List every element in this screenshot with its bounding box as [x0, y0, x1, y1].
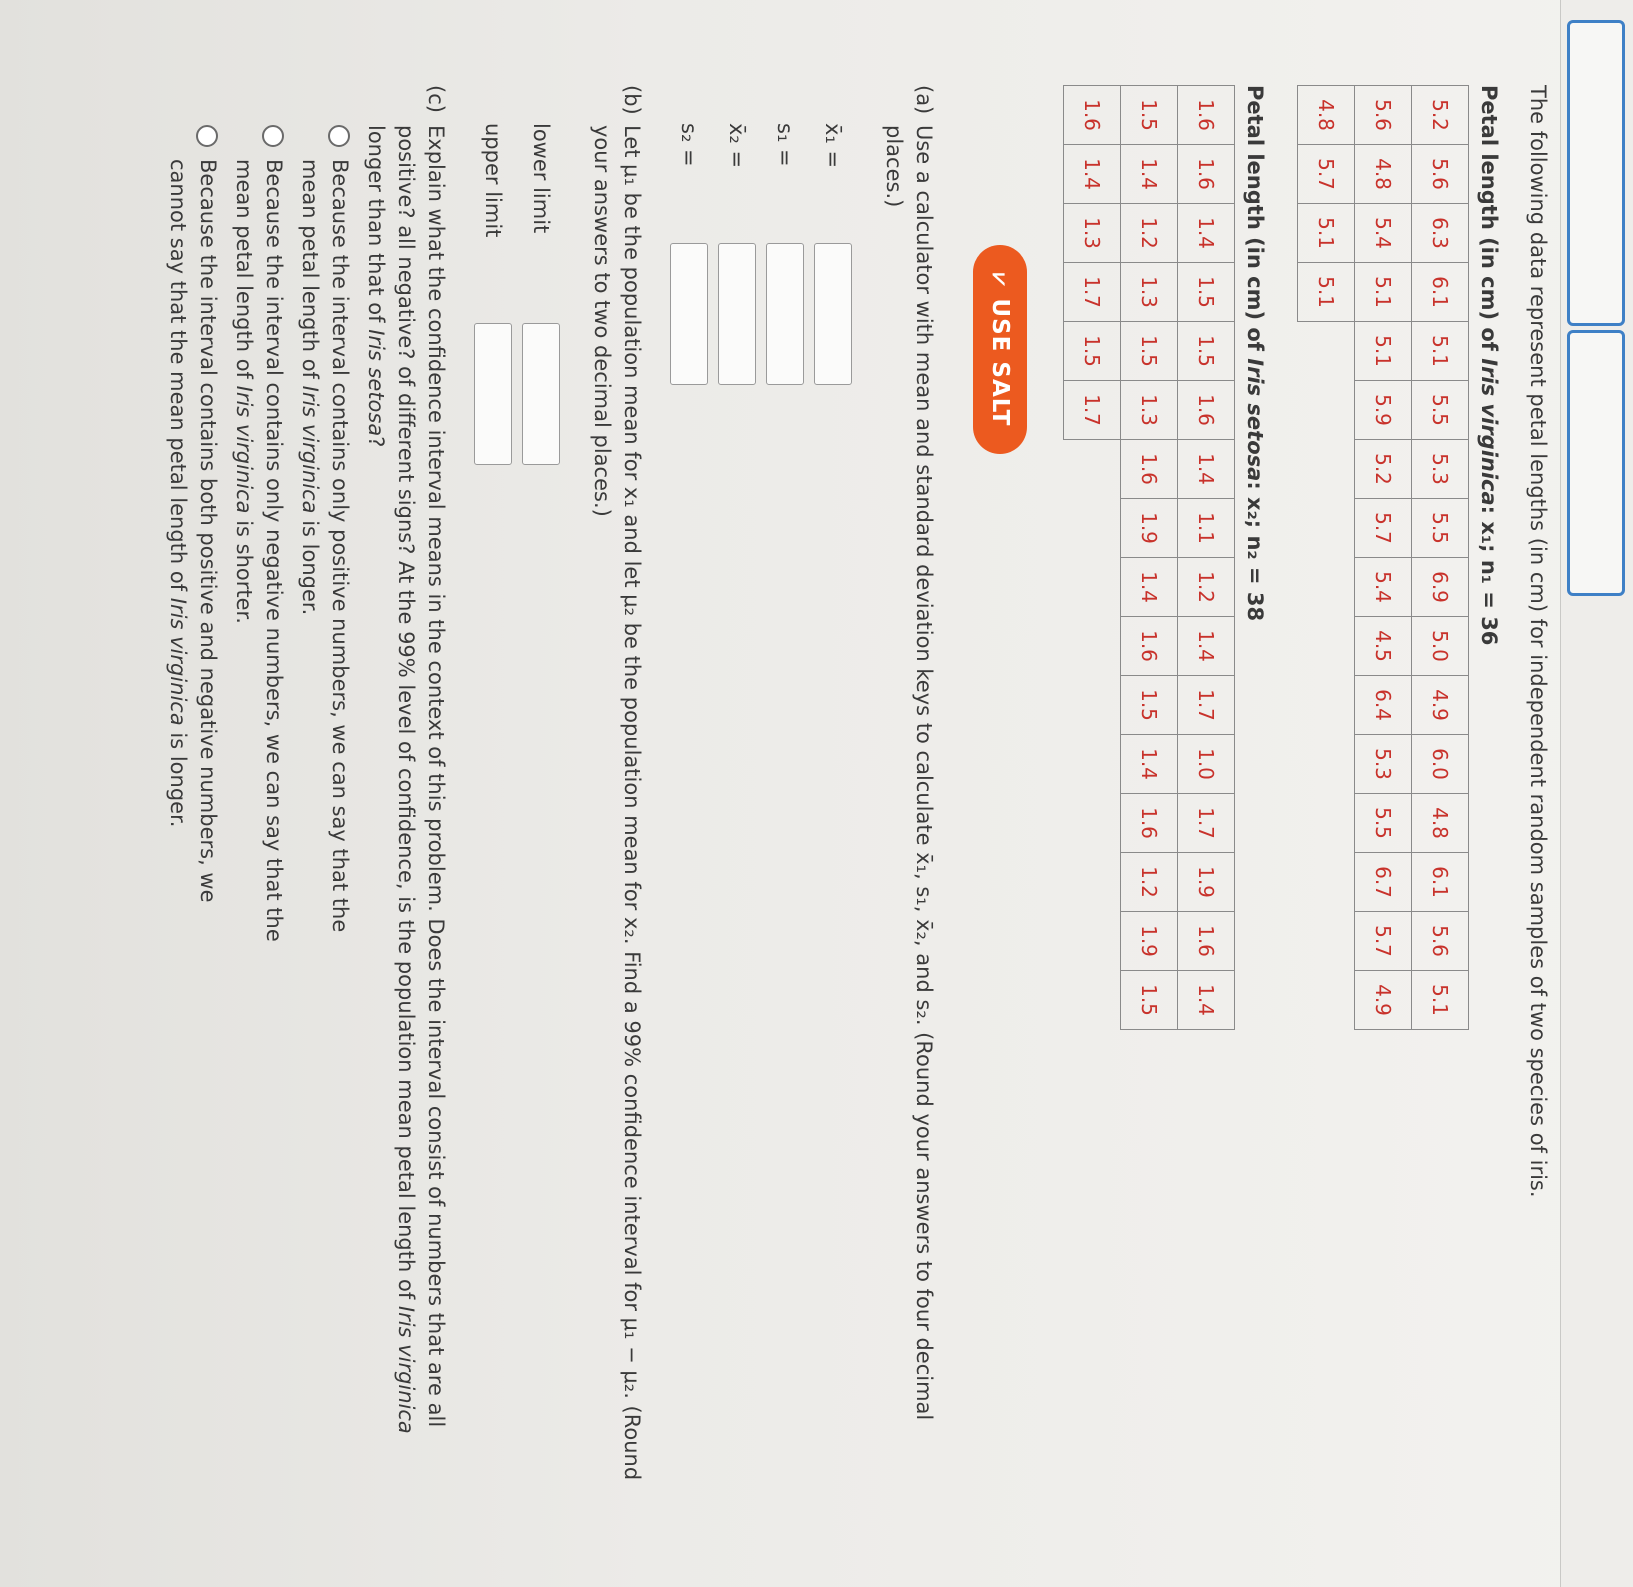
setosa-cell: 1.5: [1121, 676, 1178, 735]
setosa-cell: 1.7: [1178, 676, 1235, 735]
setosa-cell: 1.4: [1121, 735, 1178, 794]
setosa-cell: 1.7: [1178, 794, 1235, 853]
setosa-cell: 1.7: [1064, 263, 1121, 322]
virginica-row: [1412, 86, 1469, 1030]
setosa-cell: 1.4: [1121, 558, 1178, 617]
xbar1-input[interactable]: [814, 243, 852, 385]
option-positive-pre: Because the interval contains only positive numbers, we can say that the mean petal length of: [298, 159, 352, 933]
virginica-cell: 5.6: [1355, 86, 1412, 145]
part-c: [163, 85, 451, 1505]
virginica-cell: 5.0: [1412, 617, 1469, 676]
virginica-cell: 5.5: [1355, 794, 1412, 853]
setosa-title-prefix: Petal length (in cm) of: [1243, 85, 1267, 359]
virginica-table-title: [1477, 85, 1501, 1505]
virginica-cell: 4.8: [1355, 145, 1412, 204]
s2-label: s₂ =: [677, 123, 701, 167]
option-positive-text: [295, 159, 355, 979]
setosa-cell: 1.6: [1121, 794, 1178, 853]
option-negative-species: Iris virginica: [232, 385, 256, 514]
radio-circle-icon[interactable]: [328, 125, 350, 147]
virginica-cell: 5.1: [1298, 263, 1355, 322]
virginica-cell: 4.5: [1355, 617, 1412, 676]
part-c-species-1: Iris virginica: [394, 1305, 418, 1434]
problem-content: [141, 85, 1553, 1505]
highlighted-tab-2[interactable]: [1567, 330, 1625, 596]
virginica-cell: 5.7: [1355, 912, 1412, 971]
option-positive-post: is longer.: [298, 513, 322, 616]
virginica-cell: 5.7: [1298, 145, 1355, 204]
setosa-cell: 1.9: [1121, 912, 1178, 971]
virginica-cell: 5.1: [1412, 322, 1469, 381]
upper-limit-input[interactable]: [474, 323, 512, 465]
setosa-cell: 1.2: [1178, 558, 1235, 617]
setosa-cell: 1.5: [1121, 971, 1178, 1030]
setosa-row: [1178, 86, 1235, 1030]
setosa-cell: 1.6: [1178, 86, 1235, 145]
setosa-cell: 1.3: [1121, 263, 1178, 322]
highlighted-tab[interactable]: [1567, 20, 1625, 326]
part-c-species-2: Iris setosa: [364, 329, 388, 437]
option-positive-species: Iris virginica: [298, 385, 322, 514]
option-mixed-species: Iris virginica: [166, 597, 190, 726]
virginica-cell: 5.1: [1355, 322, 1412, 381]
virginica-cell: 5.7: [1355, 499, 1412, 558]
virginica-cell: 4.9: [1355, 971, 1412, 1030]
option-mixed-text: [163, 159, 223, 979]
setosa-cell: 1.4: [1178, 440, 1235, 499]
option-negative[interactable]: [229, 125, 289, 1505]
setosa-cell: 1.4: [1121, 145, 1178, 204]
setosa-cell: 1.5: [1178, 322, 1235, 381]
setosa-cell: 1.0: [1178, 735, 1235, 794]
problem-intro: The following data represent petal lengths (in cm) for independent random samples of two species of iris.: [1526, 85, 1550, 1198]
xbar2-input[interactable]: [718, 243, 756, 385]
lower-limit-label: lower limit: [529, 123, 553, 234]
part-c-text-3: ?: [364, 436, 388, 448]
setosa-cell: 1.4: [1178, 204, 1235, 263]
setosa-cell: 1.9: [1178, 853, 1235, 912]
s1-input[interactable]: [766, 243, 804, 385]
virginica-cell: 5.1: [1412, 971, 1469, 1030]
virginica-species: Iris virginica: [1477, 358, 1501, 506]
setosa-cell: 1.5: [1121, 322, 1178, 381]
virginica-cell: 6.4: [1355, 676, 1412, 735]
salt-icon: ⩗: [987, 273, 1013, 287]
setosa-cell: 1.2: [1121, 853, 1178, 912]
part-a: [879, 85, 939, 1505]
virginica-cell: 5.2: [1355, 440, 1412, 499]
upper-limit-label: upper limit: [481, 123, 505, 238]
setosa-cell: 1.4: [1064, 145, 1121, 204]
option-mixed-pre: Because the interval contains both positive and negative numbers, we cannot say that the mean petal length of: [166, 159, 220, 903]
browser-top-bar: [1560, 0, 1633, 1587]
virginica-title-suffix: : x₁; n₁ = 36: [1477, 505, 1501, 646]
virginica-cell: 5.2: [1412, 86, 1469, 145]
upper-limit-row: [469, 123, 517, 1505]
xbar1-row: [809, 123, 857, 1505]
virginica-cell: 6.1: [1412, 853, 1469, 912]
s2-row: [665, 123, 713, 1505]
setosa-row: [1064, 86, 1121, 1030]
part-b: [587, 85, 647, 1505]
option-mixed-post: is longer.: [166, 725, 190, 828]
virginica-cell: 5.3: [1412, 440, 1469, 499]
xbar2-label: x̄₂ =: [725, 123, 749, 169]
part-b-text: Let μ₁ be the population mean for x₁ and let μ₂ be the population mean for x₂. Find a 99% confidence interval for μ₁ − μ₂. (Round your answers to two decimal places.): [590, 125, 644, 1481]
setosa-cell: 1.4: [1178, 971, 1235, 1030]
virginica-cell: 4.8: [1412, 794, 1469, 853]
virginica-title-prefix: Petal length (in cm) of: [1477, 85, 1501, 359]
part-b-label: (b): [620, 85, 644, 115]
setosa-cell: 1.5: [1121, 86, 1178, 145]
option-mixed[interactable]: [163, 125, 223, 1505]
use-salt-button[interactable]: [973, 245, 1027, 454]
setosa-data-table: [1063, 85, 1235, 1030]
virginica-cell: 6.0: [1412, 735, 1469, 794]
part-c-options: [163, 125, 355, 1505]
part-a-text: Use a calculator with mean and standard deviation keys to calculate x̄₁, s₁, x̄₂, and s₂. (Round your answers to four decimal places.): [882, 125, 936, 1421]
setosa-cell: 1.2: [1121, 204, 1178, 263]
setosa-cell: 1.6: [1121, 617, 1178, 676]
virginica-cell: 5.5: [1412, 499, 1469, 558]
part-b-fields: [469, 123, 565, 1505]
setosa-cell: 1.4: [1178, 617, 1235, 676]
virginica-cell: 6.7: [1355, 853, 1412, 912]
s1-row: [761, 123, 809, 1505]
virginica-cell: 5.1: [1298, 204, 1355, 263]
setosa-species: Iris setosa: [1243, 358, 1267, 482]
setosa-cell: 1.7: [1064, 381, 1121, 440]
lower-limit-row: [517, 123, 565, 1505]
virginica-cell: 5.4: [1355, 204, 1412, 263]
virginica-cell: 5.4: [1355, 558, 1412, 617]
virginica-cell: 5.6: [1412, 145, 1469, 204]
setosa-cell: 1.5: [1178, 263, 1235, 322]
setosa-cell: 1.6: [1178, 145, 1235, 204]
radio-circle-icon[interactable]: [262, 125, 284, 147]
virginica-cell: 6.1: [1412, 263, 1469, 322]
virginica-row: [1355, 86, 1412, 1030]
setosa-cell: 1.3: [1064, 204, 1121, 263]
setosa-cell: 1.6: [1064, 86, 1121, 145]
setosa-title-suffix: : x₂; n₂ = 38: [1243, 481, 1267, 622]
s1-label: s₁ =: [773, 123, 797, 167]
xbar1-label: x̄₁ =: [821, 123, 845, 169]
part-c-text-2: longer than that of: [364, 125, 388, 330]
part-a-label: (a): [912, 85, 936, 115]
option-positive[interactable]: [295, 125, 355, 1505]
virginica-cell: 5.9: [1355, 381, 1412, 440]
setosa-row: [1121, 86, 1178, 1030]
setosa-cell: 1.6: [1178, 381, 1235, 440]
virginica-cell: 4.8: [1298, 86, 1355, 145]
use-salt-label: USE SALT: [987, 298, 1013, 427]
part-a-fields: [665, 123, 857, 1505]
setosa-cell: 1.9: [1121, 499, 1178, 558]
xbar2-row: [713, 123, 761, 1505]
radio-circle-icon[interactable]: [196, 125, 218, 147]
lower-limit-input[interactable]: [522, 323, 560, 465]
setosa-table-title: [1243, 85, 1267, 1505]
part-c-text-1: Explain what the confidence interval means in the context of this problem. Does the interval consist of numbers that are all positive? all negative? of different signs? At the 99% level of confidence, is the population mean petal length of: [394, 125, 448, 1428]
part-c-label: (c): [424, 85, 448, 113]
virginica-cell: 6.9: [1412, 558, 1469, 617]
option-negative-post: is shorter.: [232, 513, 256, 624]
setosa-cell: 1.1: [1178, 499, 1235, 558]
virginica-data-table: [1297, 85, 1469, 1030]
virginica-cell: 5.5: [1412, 381, 1469, 440]
virginica-cell: 6.3: [1412, 204, 1469, 263]
setosa-cell: 1.3: [1121, 381, 1178, 440]
s2-input[interactable]: [670, 243, 708, 385]
virginica-row: [1298, 86, 1355, 1030]
virginica-cell: 5.6: [1412, 912, 1469, 971]
virginica-cell: 5.1: [1355, 263, 1412, 322]
setosa-cell: 1.6: [1178, 912, 1235, 971]
setosa-cell: 1.5: [1064, 322, 1121, 381]
setosa-cell: 1.6: [1121, 440, 1178, 499]
virginica-cell: 5.3: [1355, 735, 1412, 794]
virginica-cell: 4.9: [1412, 676, 1469, 735]
option-negative-text: [229, 159, 289, 979]
option-negative-pre: Because the interval contains only negative numbers, we can say that the mean petal length of: [232, 159, 286, 942]
